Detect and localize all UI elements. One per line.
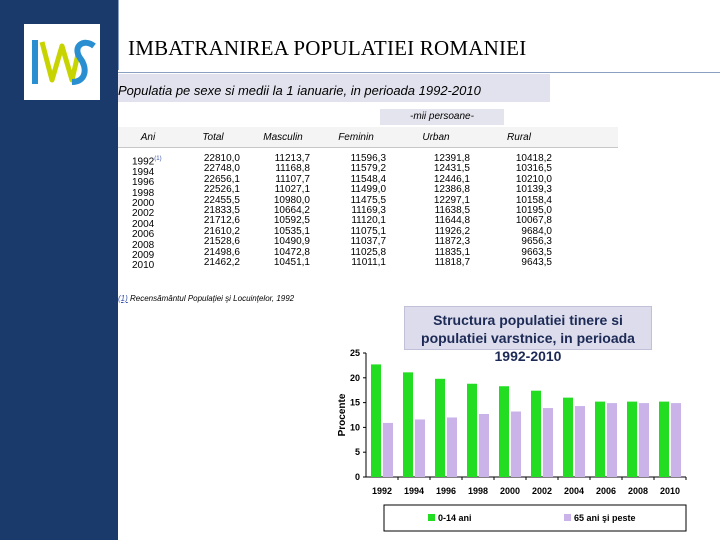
value-cell: 11548,4 bbox=[350, 173, 386, 185]
x-tick-label: 1994 bbox=[403, 486, 425, 496]
y-tick-label: 5 bbox=[354, 447, 360, 458]
sidebar bbox=[0, 0, 118, 540]
y-axis-label: Procente bbox=[337, 393, 348, 437]
value-cell: 21528,6 bbox=[203, 236, 240, 248]
footnote-text: Recensământul Populaţiei şi Locuinţelor, 1992 bbox=[127, 294, 295, 303]
footnote-marker: (1) bbox=[118, 294, 128, 303]
x-tick-label: 1998 bbox=[467, 486, 489, 496]
value-cell: 22455,5 bbox=[203, 194, 240, 206]
value-cell: 22810,0 bbox=[203, 153, 240, 164]
value-cell: 22656,1 bbox=[203, 173, 240, 185]
value-cell: 21610,2 bbox=[203, 225, 240, 237]
column-rural bbox=[478, 148, 560, 268]
bar-0-14 bbox=[499, 386, 509, 477]
year-cell: 1994 bbox=[132, 166, 155, 178]
column-years bbox=[118, 148, 178, 272]
value-cell: 11926,2 bbox=[434, 225, 470, 237]
value-cell: 10664,2 bbox=[273, 205, 310, 217]
bar-65-plus bbox=[447, 417, 457, 477]
page-title: IMBATRANIREA POPULATIEI ROMANIEI bbox=[128, 36, 527, 60]
value-cell: 11596,3 bbox=[350, 153, 386, 164]
year-cell: 1996 bbox=[132, 177, 155, 189]
value-cell: 12446,1 bbox=[433, 173, 470, 185]
value-cell: 21712,6 bbox=[203, 215, 240, 227]
legend-label: 0-14 ani bbox=[438, 513, 472, 523]
table-body-row bbox=[118, 148, 618, 272]
legend-swatch-65-plus bbox=[564, 514, 571, 521]
value-cell: 10316,5 bbox=[515, 163, 552, 175]
value-cell: 21498,6 bbox=[203, 246, 240, 258]
x-tick-label: 2004 bbox=[563, 486, 585, 496]
y-tick-label: 20 bbox=[349, 372, 360, 383]
value-cell: 11011,1 bbox=[351, 257, 386, 269]
age-structure-chart bbox=[330, 348, 690, 538]
bar-0-14 bbox=[595, 402, 605, 477]
value-cell: 22748,0 bbox=[203, 163, 240, 175]
bar-65-plus bbox=[639, 403, 649, 477]
bar-65-plus bbox=[607, 403, 617, 477]
value-cell: 11644,8 bbox=[434, 215, 470, 227]
bar-65-plus bbox=[543, 408, 553, 477]
value-cell: 9663,5 bbox=[521, 246, 552, 258]
year-cell: 1998 bbox=[132, 187, 155, 199]
value-cell: 11818,7 bbox=[434, 257, 470, 269]
value-cell: 11107,7 bbox=[275, 173, 310, 185]
value-cell: 21833,5 bbox=[203, 205, 240, 217]
y-tick-label: 25 bbox=[349, 348, 360, 358]
value-cell: 11579,2 bbox=[350, 163, 386, 175]
bar-0-14 bbox=[659, 402, 669, 477]
x-tick-label: 2002 bbox=[531, 486, 553, 496]
col-header-rural: Rural bbox=[478, 127, 560, 148]
value-cell: 11027,1 bbox=[274, 184, 310, 196]
value-cell: 10592,5 bbox=[273, 215, 310, 227]
bar-0-14 bbox=[403, 372, 413, 477]
bar-0-14 bbox=[435, 379, 445, 477]
value-cell: 11168,8 bbox=[275, 163, 310, 175]
year-cell: 2010 bbox=[132, 260, 155, 272]
x-tick-label: 2000 bbox=[499, 486, 521, 496]
column-masculin bbox=[248, 148, 318, 268]
col-header-masculin: Masculin bbox=[248, 127, 318, 148]
value-cell: 10980,0 bbox=[273, 194, 310, 206]
bar-65-plus bbox=[511, 412, 521, 477]
value-cell: 10472,8 bbox=[273, 246, 310, 258]
col-header-total: Total bbox=[178, 127, 248, 148]
year-cell: 2009 bbox=[132, 249, 155, 261]
footnote-ref: (1) bbox=[154, 156, 162, 162]
value-cell: 10418,2 bbox=[515, 153, 552, 164]
table-subtitle: Populatia pe sexe si medii la 1 ianuarie, in perioada 1992-2010 bbox=[118, 74, 550, 102]
value-cell: 11475,5 bbox=[350, 194, 386, 206]
units-label: -mii persoane- bbox=[380, 109, 504, 125]
value-cell: 11169,3 bbox=[351, 205, 386, 217]
col-header-feminin: Feminin bbox=[318, 127, 394, 148]
bar-0-14 bbox=[563, 398, 573, 477]
x-tick-label: 2010 bbox=[659, 486, 681, 496]
value-cell: 21462,2 bbox=[203, 257, 240, 269]
legend-label: 65 ani şi peste bbox=[574, 513, 636, 523]
value-cell: 10451,1 bbox=[273, 257, 310, 269]
x-tick-label: 1992 bbox=[371, 486, 393, 496]
header-divider-horizontal bbox=[118, 72, 720, 73]
value-cell: 12431,5 bbox=[433, 163, 470, 175]
value-cell: 11638,5 bbox=[434, 205, 470, 217]
x-tick-label: 2006 bbox=[595, 486, 617, 496]
legend-swatch-0-14 bbox=[428, 514, 435, 521]
ins-logo bbox=[24, 24, 100, 100]
value-cell: 12386,8 bbox=[433, 184, 470, 196]
bar-65-plus bbox=[415, 419, 425, 477]
chart-title: Structura populatiei tinere si populatiei varstnice, in perioada 1992-2010 bbox=[404, 306, 652, 350]
column-urban bbox=[394, 148, 478, 268]
bar-65-plus bbox=[479, 414, 489, 477]
footnote bbox=[118, 294, 294, 303]
value-cell: 22526,1 bbox=[203, 184, 240, 196]
value-cell: 9643,5 bbox=[521, 257, 552, 269]
value-cell: 10490,9 bbox=[273, 236, 310, 248]
value-cell: 9656,3 bbox=[521, 236, 552, 248]
x-tick-label: 2008 bbox=[627, 486, 649, 496]
bar-0-14 bbox=[531, 391, 541, 477]
value-cell: 9684,0 bbox=[521, 225, 552, 237]
column-total bbox=[178, 148, 248, 268]
value-cell: 11499,0 bbox=[350, 184, 386, 196]
y-tick-label: 10 bbox=[349, 422, 360, 433]
bar-65-plus bbox=[671, 403, 681, 477]
col-header-urban: Urban bbox=[394, 127, 478, 148]
year-cell: 2008 bbox=[132, 239, 155, 251]
column-feminin bbox=[318, 148, 394, 268]
bar-65-plus bbox=[383, 423, 393, 477]
year-cell: 2006 bbox=[132, 229, 155, 241]
value-cell: 10535,1 bbox=[273, 225, 310, 237]
value-cell: 10139,3 bbox=[515, 184, 552, 196]
value-cell: 11025,8 bbox=[350, 246, 386, 258]
value-cell: 11075,1 bbox=[350, 225, 386, 237]
value-cell: 11037,7 bbox=[350, 236, 386, 248]
value-cell: 11213,7 bbox=[274, 153, 310, 164]
value-cell: 10210,0 bbox=[515, 173, 552, 185]
value-cell: 10158,4 bbox=[515, 194, 552, 206]
header-divider-vertical bbox=[118, 0, 119, 70]
value-cell: 10195,0 bbox=[515, 205, 552, 217]
table-header-row bbox=[118, 127, 618, 148]
value-cell: 11120,1 bbox=[351, 215, 386, 227]
bar-65-plus bbox=[575, 406, 585, 477]
value-cell: 11872,3 bbox=[434, 236, 470, 248]
value-cell: 10067,8 bbox=[515, 215, 552, 227]
bar-0-14 bbox=[371, 364, 381, 477]
value-cell: 12297,1 bbox=[433, 194, 470, 206]
value-cell: 12391,8 bbox=[433, 153, 470, 164]
year-cell: 2000 bbox=[132, 197, 155, 209]
col-header-ani: Ani bbox=[118, 127, 178, 148]
year-cell: 2002 bbox=[132, 208, 155, 220]
bar-0-14 bbox=[467, 384, 477, 477]
y-tick-label: 0 bbox=[354, 472, 360, 482]
bar-0-14 bbox=[627, 402, 637, 477]
value-cell: 11835,1 bbox=[434, 246, 470, 258]
year-cell: 2004 bbox=[132, 218, 155, 230]
x-tick-label: 1996 bbox=[435, 486, 457, 496]
y-tick-label: 15 bbox=[349, 397, 360, 408]
year-cell: 1992$^{(1)}$ bbox=[132, 156, 162, 168]
population-table bbox=[118, 127, 618, 272]
